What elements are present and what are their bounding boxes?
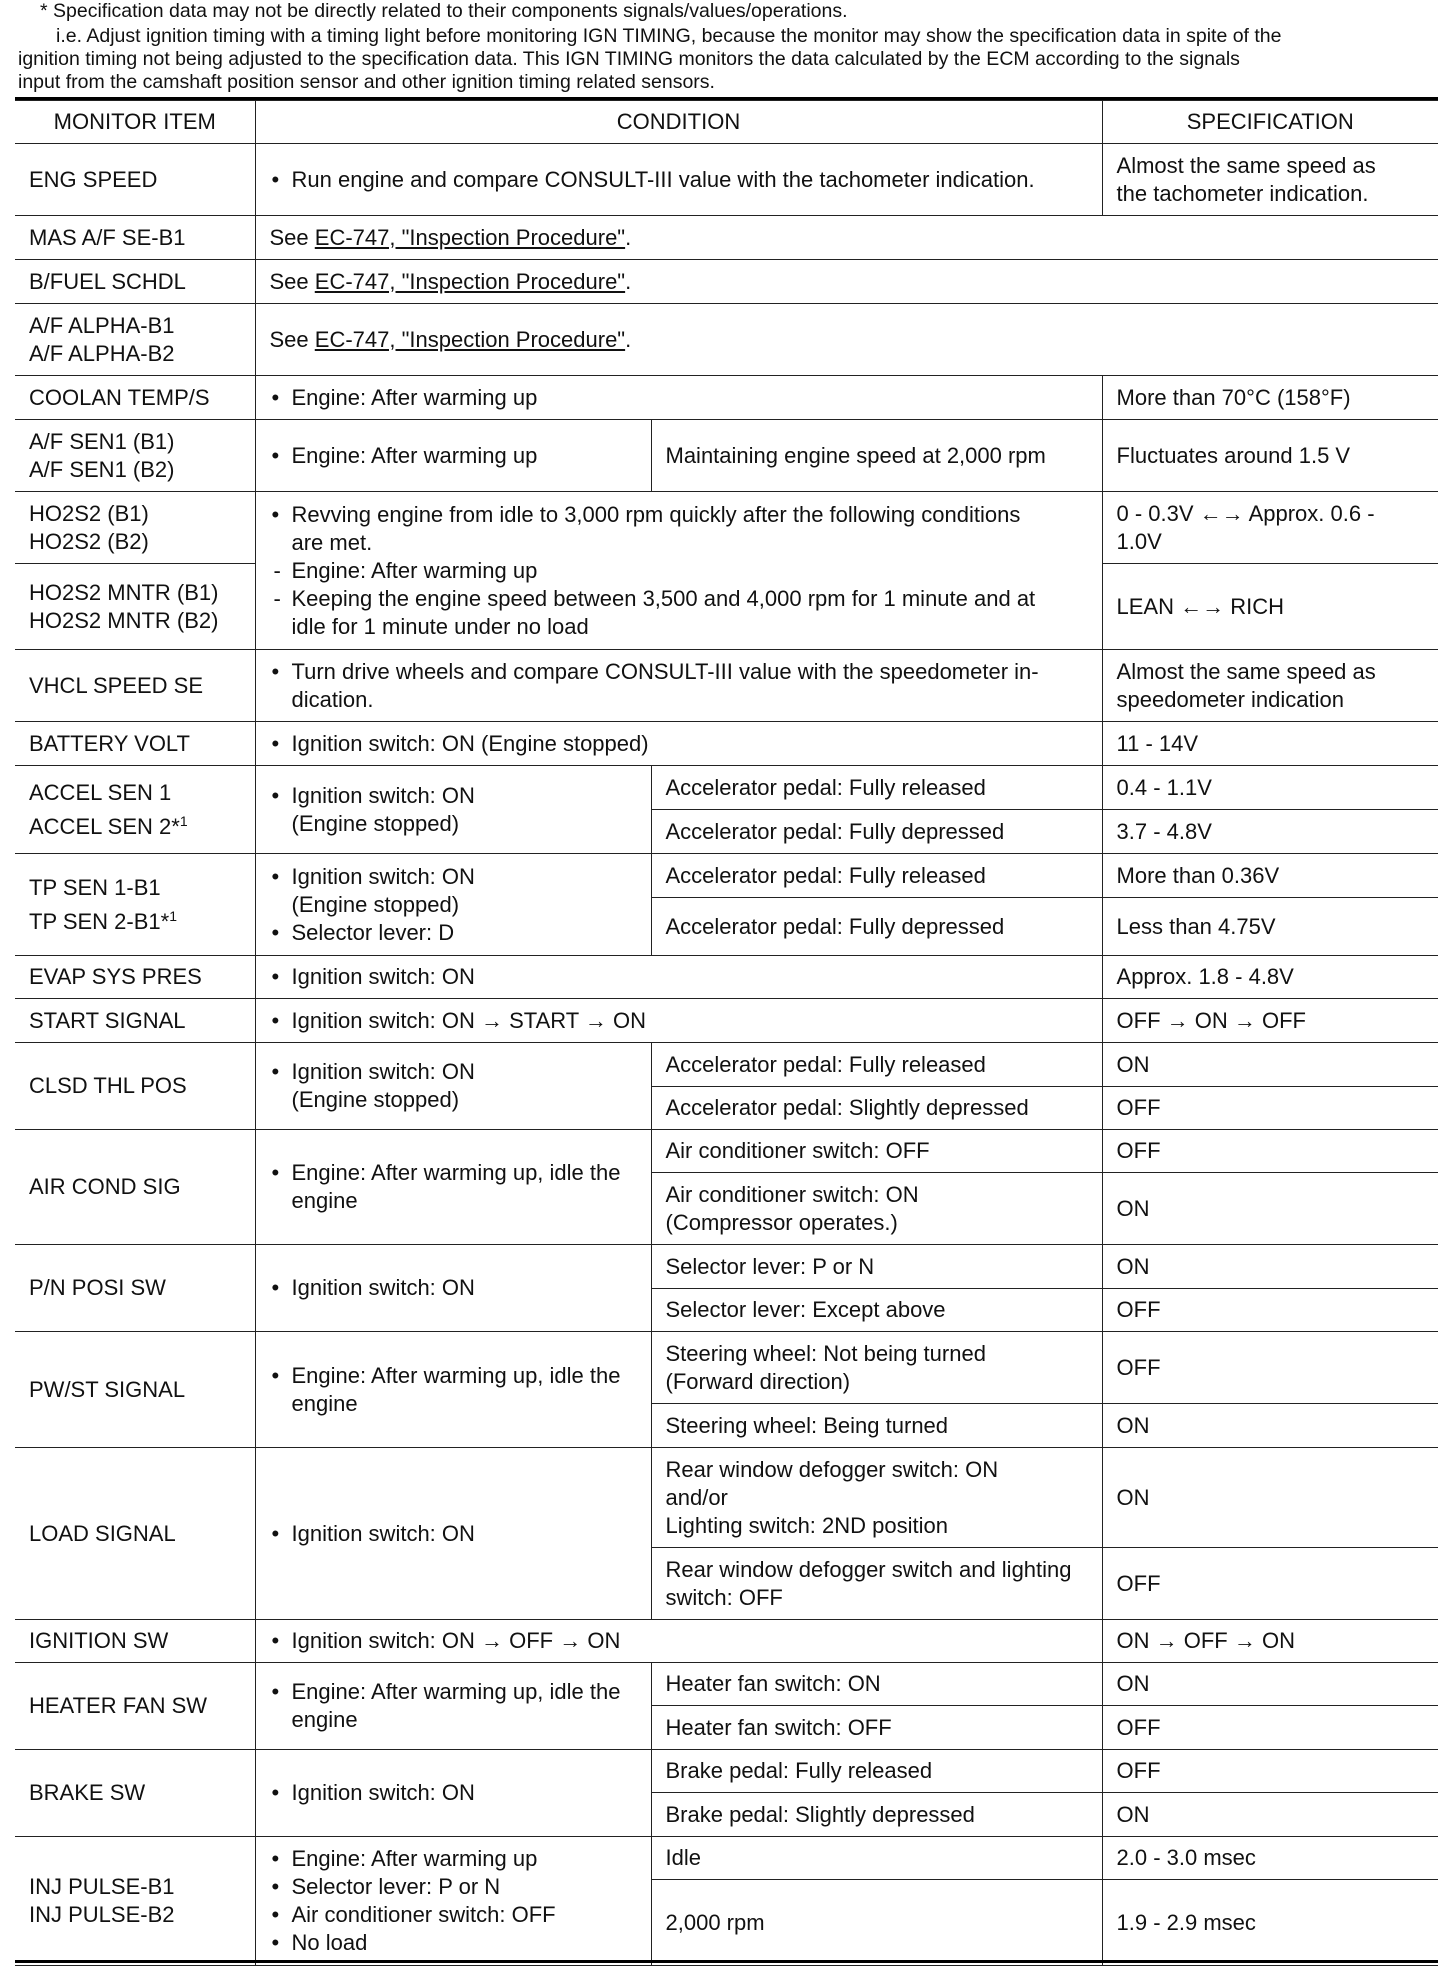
table-row — [15, 216, 1438, 260]
sub-condition: Accelerator pedal: Fully depressed — [651, 898, 1102, 956]
monitor-item: MAS A/F SE-B1 — [15, 216, 255, 260]
specification: ON — [1102, 1173, 1438, 1245]
monitor-item: VHCL SPEED SE — [15, 650, 255, 722]
table-row — [15, 999, 1438, 1043]
condition: • Ignition switch: ON — [255, 1448, 651, 1620]
specification: OFF — [1102, 1289, 1438, 1332]
condition: • Engine: After warming up, idle the engine — [255, 1130, 651, 1245]
table-row — [15, 1620, 1438, 1663]
sub-condition: Accelerator pedal: Fully released — [651, 1043, 1102, 1087]
specification: 0.4 - 1.1V — [1102, 766, 1438, 810]
sub-condition: Maintaining engine speed at 2,000 rpm — [651, 420, 1102, 492]
inspection-procedure-link[interactable]: EC-747, "Inspection Procedure" — [314, 326, 626, 352]
sub-condition: Idle — [651, 1837, 1102, 1880]
specification: LEAN ←→ RICH — [1102, 564, 1438, 650]
specification: 3.7 - 4.8V — [1102, 810, 1438, 854]
table-row — [15, 1837, 1438, 1880]
note-asterisk: * Specification data may not be directly related to their components signals/values/operations. — [40, 0, 848, 22]
table-row — [15, 420, 1438, 492]
sub-condition: Accelerator pedal: Fully released — [651, 854, 1102, 898]
monitor-item: A/F ALPHA-B1 A/F ALPHA-B2 — [15, 304, 255, 376]
monitor-item: EVAP SYS PRES — [15, 956, 255, 999]
condition: • Revving engine from idle to 3,000 rpm quickly after the following conditions are met. - Engine: After warming up - Keeping the engine speed between 3,500 and 4,000 rpm for 1 minute and at idle for 1 minute under no load — [255, 492, 1102, 650]
condition: • Ignition switch: ON — [255, 956, 1102, 999]
condition: • Ignition switch: ON — [255, 1245, 651, 1332]
monitor-item: B/FUEL SCHDL — [15, 260, 255, 304]
sub-condition: 2,000 rpm — [651, 1880, 1102, 1966]
condition: • Ignition switch: ON → START → ON — [255, 999, 1102, 1043]
table-row — [15, 1448, 1438, 1548]
specification: OFF — [1102, 1087, 1438, 1130]
specification: OFF → ON → OFF — [1102, 999, 1438, 1043]
table-row — [15, 260, 1438, 304]
monitor-item: BATTERY VOLT — [15, 722, 255, 766]
header-condition: CONDITION — [255, 101, 1102, 144]
condition: See EC-747, "Inspection Procedure". — [255, 304, 1438, 376]
condition: See EC-747, "Inspection Procedure". — [255, 260, 1438, 304]
specification: OFF — [1102, 1130, 1438, 1173]
table-row — [15, 1245, 1438, 1289]
monitor-spec-table — [15, 100, 1438, 1966]
table-row — [15, 1332, 1438, 1404]
specification: Almost the same speed as the tachometer indication. — [1102, 144, 1438, 216]
monitor-item: IGNITION SW — [15, 1620, 255, 1663]
sub-condition: Heater fan switch: OFF — [651, 1706, 1102, 1750]
inspection-procedure-link[interactable]: EC-747, "Inspection Procedure" — [314, 268, 626, 294]
specification: OFF — [1102, 1750, 1438, 1793]
sub-condition: Brake pedal: Slightly depressed — [651, 1793, 1102, 1837]
specification: Approx. 1.8 - 4.8V — [1102, 956, 1438, 999]
monitor-item: P/N POSI SW — [15, 1245, 255, 1332]
specification: 11 - 14V — [1102, 722, 1438, 766]
monitor-item: A/F SEN1 (B1) A/F SEN1 (B2) — [15, 420, 255, 492]
table-row — [15, 304, 1438, 376]
condition: • Ignition switch: ON (Engine stopped) — [255, 1043, 651, 1130]
header-monitor-item: MONITOR ITEM — [15, 101, 255, 144]
specification: More than 70°C (158°F) — [1102, 376, 1438, 420]
condition: • Turn drive wheels and compare CONSULT-III value with the speedometer in- dication. — [255, 650, 1102, 722]
spec-notes — [18, 0, 1438, 94]
table-row — [15, 492, 1438, 564]
condition: • Ignition switch: ON (Engine stopped) • Selector lever: D — [255, 854, 651, 956]
specification: OFF — [1102, 1706, 1438, 1750]
sub-condition: Selector lever: P or N — [651, 1245, 1102, 1289]
specification: Less than 4.75V — [1102, 898, 1438, 956]
specification: ON — [1102, 1793, 1438, 1837]
header-row — [15, 101, 1438, 144]
condition: • Engine: After warming up, idle the engine — [255, 1663, 651, 1750]
bottom-rule — [15, 1960, 1438, 1963]
monitor-item: TP SEN 1-B1 TP SEN 2-B1*$^1$ — [15, 854, 255, 956]
table-row — [15, 956, 1438, 999]
table-row — [15, 1750, 1438, 1793]
monitor-item: ACCEL SEN 1 ACCEL SEN 2*$^1$ — [15, 766, 255, 854]
table-row — [15, 144, 1438, 216]
monitor-item: AIR COND SIG — [15, 1130, 255, 1245]
inspection-procedure-link[interactable]: EC-747, "Inspection Procedure" — [314, 224, 626, 250]
specification: Fluctuates around 1.5 V — [1102, 420, 1438, 492]
sub-condition: Steering wheel: Not being turned (Forward direction) — [651, 1332, 1102, 1404]
sub-condition: Selector lever: Except above — [651, 1289, 1102, 1332]
table-row — [15, 854, 1438, 898]
condition: • Ignition switch: ON — [255, 1750, 651, 1837]
specification: OFF — [1102, 1548, 1438, 1620]
table-row — [15, 1663, 1438, 1706]
condition: • Engine: After warming up — [255, 420, 651, 492]
specification: ON — [1102, 1043, 1438, 1087]
specification: ON → OFF → ON — [1102, 1620, 1438, 1663]
sub-condition: Heater fan switch: ON — [651, 1663, 1102, 1706]
specification: 0 - 0.3V ←→ Approx. 0.6 - 1.0V — [1102, 492, 1438, 564]
monitor-item: LOAD SIGNAL — [15, 1448, 255, 1620]
table-row — [15, 376, 1438, 420]
specification: OFF — [1102, 1332, 1438, 1404]
monitor-item: CLSD THL POS — [15, 1043, 255, 1130]
table-row — [15, 722, 1438, 766]
sub-condition: Accelerator pedal: Slightly depressed — [651, 1087, 1102, 1130]
table-row — [15, 1043, 1438, 1087]
monitor-item: PW/ST SIGNAL — [15, 1332, 255, 1448]
condition: • Ignition switch: ON → OFF → ON — [255, 1620, 1102, 1663]
condition: • Engine: After warming up — [255, 376, 1102, 420]
specification: ON — [1102, 1245, 1438, 1289]
condition: See EC-747, "Inspection Procedure". — [255, 216, 1438, 260]
monitor-item: HO2S2 MNTR (B1) HO2S2 MNTR (B2) — [15, 564, 255, 650]
sub-condition: Accelerator pedal: Fully depressed — [651, 810, 1102, 854]
table-row — [15, 650, 1438, 722]
specification: ON — [1102, 1448, 1438, 1548]
condition: • Ignition switch: ON (Engine stopped) — [255, 722, 1102, 766]
header-specification: SPECIFICATION — [1102, 101, 1438, 144]
monitor-item: HEATER FAN SW — [15, 1663, 255, 1750]
sub-condition: Air conditioner switch: OFF — [651, 1130, 1102, 1173]
specification: ON — [1102, 1404, 1438, 1448]
monitor-item: START SIGNAL — [15, 999, 255, 1043]
monitor-item: INJ PULSE-B1 INJ PULSE-B2 — [15, 1837, 255, 1966]
condition: • Ignition switch: ON (Engine stopped) — [255, 766, 651, 854]
condition: • Engine: After warming up • Selector lever: P or N • Air conditioner switch: OFF • No load — [255, 1837, 651, 1966]
sub-condition: Brake pedal: Fully released — [651, 1750, 1102, 1793]
monitor-item: BRAKE SW — [15, 1750, 255, 1837]
sub-condition: Rear window defogger switch and lighting switch: OFF — [651, 1548, 1102, 1620]
sub-condition: Steering wheel: Being turned — [651, 1404, 1102, 1448]
specification: 2.0 - 3.0 msec — [1102, 1837, 1438, 1880]
sub-condition: Accelerator pedal: Fully released — [651, 766, 1102, 810]
specification: ON — [1102, 1663, 1438, 1706]
specification: 1.9 - 2.9 msec — [1102, 1880, 1438, 1966]
condition: • Engine: After warming up, idle the engine — [255, 1332, 651, 1448]
specification: Almost the same speed as speedometer indication — [1102, 650, 1438, 722]
table-row — [15, 1130, 1438, 1173]
monitor-item: HO2S2 (B1) HO2S2 (B2) — [15, 492, 255, 564]
monitor-item: ENG SPEED — [15, 144, 255, 216]
sub-condition: Rear window defogger switch: ON and/or Lighting switch: 2ND position — [651, 1448, 1102, 1548]
table-row — [15, 766, 1438, 810]
specification: More than 0.36V — [1102, 854, 1438, 898]
sub-condition: Air conditioner switch: ON (Compressor operates.) — [651, 1173, 1102, 1245]
condition: • Run engine and compare CONSULT-III value with the tachometer indication. — [255, 144, 1102, 216]
note-ign-timing: i.e. Adjust ignition timing with a timing light before monitoring IGN TIMING, because the monitor may show the specification data in spite of the ignition timing not being adjusted to the specification data. This IGN TIMING monitors the data calculated by the ECM according to the signals input from the camshaft position sensor and other ignition timing related sensors. — [18, 25, 1282, 93]
monitor-item: COOLAN TEMP/S — [15, 376, 255, 420]
